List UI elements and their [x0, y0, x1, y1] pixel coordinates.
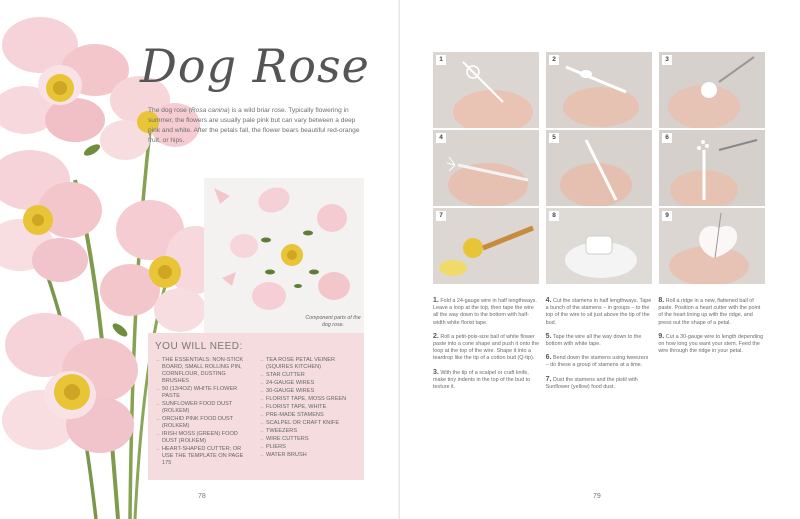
step-number-badge: 1 [436, 55, 446, 65]
page-number-left: 78 [198, 493, 206, 500]
equipment-item: → TWEEZERS [259, 428, 357, 435]
equipment-item: → HEART-SHAPED CUTTER; OR USE THE TEMPLATE ON PAGE 175 [155, 446, 253, 467]
step-photo-7 [433, 208, 539, 284]
step-1: 1. Fold a 24-gauge wire in half lengthways. Leave a loop at the top, then tape the wire all the way down to the bottom with half-width white florist tape. [433, 297, 537, 326]
step-number-badge: 2 [549, 55, 559, 65]
step-7: 7. Dust the stamens and the pistil with Sunflower (yellow) food dust. [545, 375, 638, 390]
equipment-box [148, 333, 364, 480]
equipment-item: → FLORIST TAPE, WHITE [259, 404, 357, 411]
page-title: Dog Rose [140, 39, 370, 93]
instructions-column-2 [546, 297, 653, 397]
equipment-item: → SUNFLOWER FOOD DUST (ROLKEM) [155, 401, 253, 415]
step-number-badge: 8 [549, 211, 559, 221]
step-photo-grid [433, 52, 765, 284]
step-number-badge: 3 [662, 55, 672, 65]
equipment-item: → PLIERS [259, 444, 357, 451]
instructions-column-1 [433, 297, 540, 397]
step-photo-3 [659, 52, 765, 128]
instructions [433, 297, 765, 397]
step-photo-1 [433, 52, 539, 128]
equipment-item: → TEA ROSE PETAL VEINER (SQUIRES KITCHEN) [259, 357, 357, 371]
step-number-badge: 5 [549, 133, 559, 143]
instructions-column-3 [658, 297, 765, 397]
intro-text-before: The dog rose ( [148, 107, 191, 114]
equipment-item: → THE ESSENTIALS: NON-STICK BOARD, SMALL ROLLING PIN, CORNFLOUR, DUSTING BRUSHES [155, 357, 253, 385]
step-4: 4. Cut the stamens in half lengthways. Tape a bunch of the stamens – in groups – to the top of the wire to sit just above the tip of the bud. [545, 297, 652, 326]
step-number-badge: 4 [436, 133, 446, 143]
equipment-list-right [259, 357, 357, 468]
step-3: 3. With the tip of a scalpel or craft knife, make tiny indents in the top of the bud to texture it. [433, 368, 531, 391]
intro-latin-name: Rosa canina [190, 107, 228, 114]
equipment-item: → 24-GAUGE WIRES [259, 380, 357, 387]
equipment-item: → PRE-MADE STAMENS [259, 412, 357, 419]
equipment-item: → FLORIST TAPE, MOSS GREEN [259, 396, 357, 403]
photo-caption: Component parts of the dog rose. [305, 315, 361, 328]
step-photo-2 [546, 52, 652, 128]
component-parts-photo [204, 178, 364, 333]
step-8: 8. Roll a ridge in a new, flattened ball of paste. Position a heart cutter with the point of the heart lining up with the ridge, and press out the shape of a petal. [658, 297, 761, 326]
equipment-item: → SCALPEL OR CRAFT KNIFE [259, 420, 357, 427]
step-number-badge: 9 [662, 211, 672, 221]
page-number-right: 79 [593, 493, 601, 500]
intro-text-after: ) is a wild briar rose. Typically flowering in summer, the flowers are usually pale pink but can vary between a deep pink and white. After the petals fall, the flower bears beautiful red-orange fruit, or hips. [148, 107, 360, 144]
step-photo-4 [433, 130, 539, 206]
right-page [400, 0, 800, 519]
equipment-item: → WATER BRUSH [259, 452, 357, 459]
petals-layout-image [204, 178, 364, 333]
step-number-badge: 6 [662, 133, 672, 143]
equipment-title: YOU WILL NEED: [155, 341, 243, 352]
equipment-item: → 50 (13/4OZ) WHITE FLOWER PASTE [155, 386, 253, 400]
step-photo-8 [546, 208, 652, 284]
step-2: 2. Roll a petit-pois-size ball of white flower paste into a cone shape and push it onto the loop at the top of the wire. Shape it into a teardrop like the tip of a cotton bud (Q-tip). [433, 332, 540, 362]
equipment-list-left [155, 357, 253, 468]
step-6: 6. Bend down the stamens using tweezers – do these a group of stamens at a time. [545, 354, 649, 369]
step-9: 9. Cut a 30-gauge wire to length depending on how long you want your stem. Feed the wire through the ridge in your petal. [658, 332, 764, 355]
equipment-item: → STAR CUTTER [259, 372, 357, 379]
intro-paragraph [148, 106, 366, 146]
step-number-badge: 7 [436, 211, 446, 221]
step-5: 5. Tape the wire all the way down to the bottom with white tape. [545, 332, 642, 348]
equipment-item: → 30-GAUGE WIRES [259, 388, 357, 395]
equipment-item: → WIRE CUTTERS [259, 436, 357, 443]
equipment-item: → ORCHID PINK FOOD DUST (ROLKEM) [155, 416, 253, 430]
step-photo-9 [659, 208, 765, 284]
equipment-item: → IRISH MOSS (GREEN) FOOD DUST (ROLKEM) [155, 431, 253, 445]
step-photo-5 [546, 130, 652, 206]
step-photo-6 [659, 130, 765, 206]
